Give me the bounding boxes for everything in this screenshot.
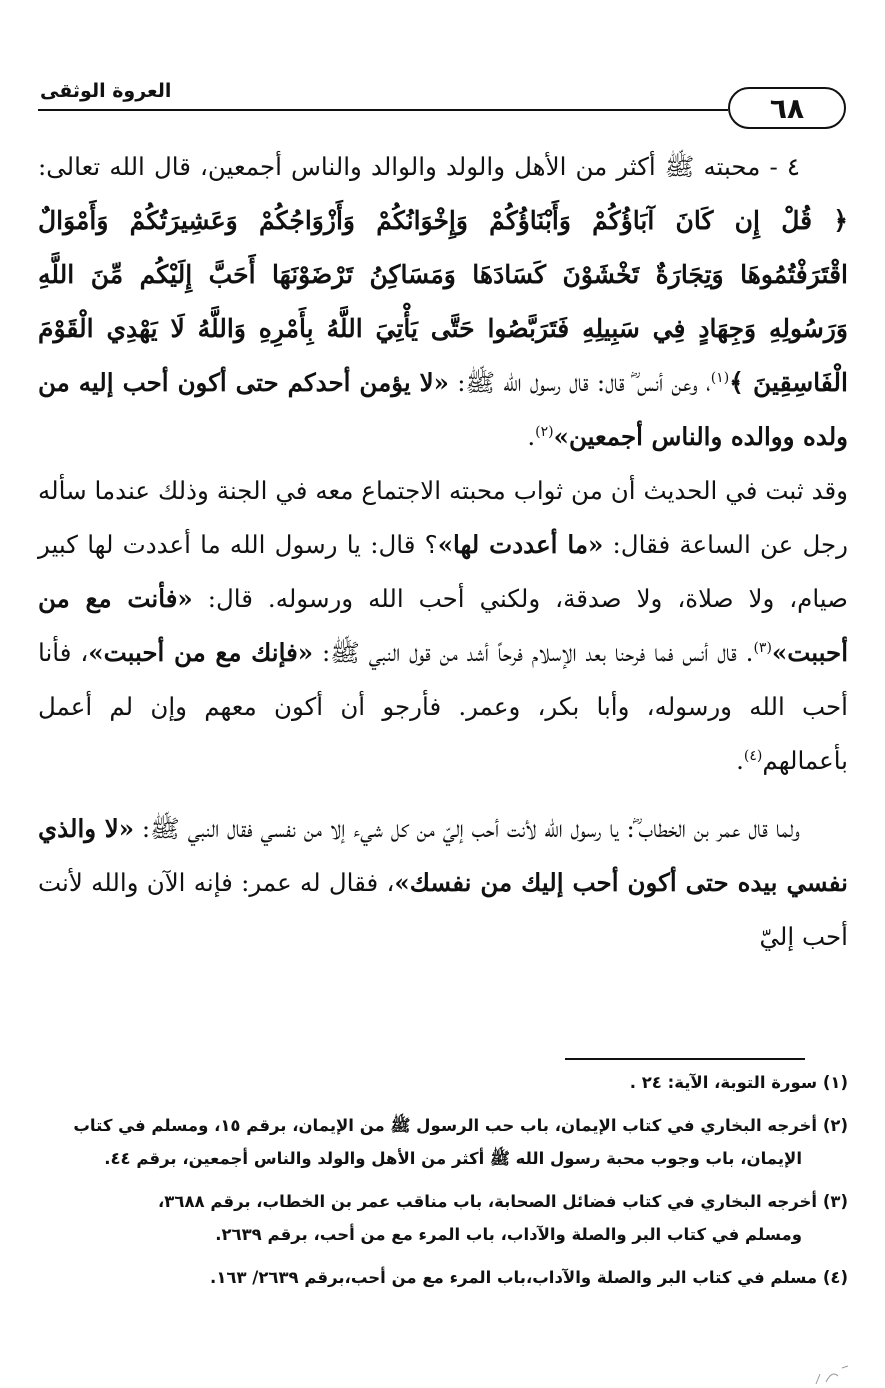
footnote-2 <box>38 1109 848 1175</box>
hadith-quote-2: «ما أعددت لها» <box>437 530 604 559</box>
footnote-3 <box>38 1185 848 1251</box>
footnote-2-line-1: (٢) أخرجه البخاري في كتاب الإيمان، باب حب الرسول ﷺ من الإيمان، برقم ١٥، ومسلم في كتاب <box>73 1116 848 1135</box>
footnote-1: (١) سورة التوبة، الآية: ٢٤ . <box>629 1073 848 1092</box>
pen-mark <box>812 1360 852 1386</box>
footnote-ref-3: (٣) <box>753 639 772 656</box>
paragraph-2 <box>38 464 848 788</box>
p2-text-3: . قال أنس فما فرحنا بعد الإسلام فرحاً أشد من قول النبي ﷺ: <box>313 638 754 667</box>
running-title: العروة الوثقى <box>40 80 172 102</box>
footnote-ref-4: (٤) <box>743 747 763 764</box>
quran-verse: ﴿ قُلْ إِن كَانَ آبَاؤُكُمْ وَأَبْنَاؤُكُمْ وَإِخْوَانُكُمْ وَأَزْوَاجُكُمْ وَعَشِيرَتُكُمْ وَأَمْوَالٌ اقْتَرَفْتُمُوهَا وَتِجَارَةٌ تَخْشَوْنَ كَسَادَهَا وَمَسَاكِنُ تَرْضَوْنَهَا أَحَبَّ إِلَيْكُم مِّنَ اللَّهِ وَرَسُولِهِ وَجِهَادٍ فِي سَبِيلِهِ فَتَرَبَّصُوا حَتَّى يَأْتِيَ اللَّهُ بِأَمْرِهِ وَاللَّهُ لَا يَهْدِي الْقَوْمَ الْفَاسِقِينَ ﴾ <box>38 206 848 397</box>
p2-text-4: ، فأنا أحب الله ورسوله، وأبا بكر، وعمر. فأرجو أن أكون معهم وإن لم أعمل بأعمالهم <box>38 638 848 775</box>
footnotes <box>38 1066 848 1304</box>
main-text <box>38 140 848 964</box>
footnote-ref-2: (٢) <box>535 423 554 440</box>
footnote-3-line-2: ومسلم في كتاب البر والصلة والآداب، باب المرء مع من أحب، برقم ٢٦٣٩. <box>215 1225 802 1244</box>
footnote-ref-1: (١) <box>710 369 730 386</box>
page-header <box>38 72 848 132</box>
footnote-2-line-2: الإيمان، باب وجوب محبة رسول الله ﷺ أكثر من الأهل والولد والناس أجمعين، برقم ٤٤. <box>104 1149 802 1168</box>
page-number-badge: ٦٨ <box>728 87 846 129</box>
footnote-3-line-1: (٣) أخرجه البخاري في كتاب فضائل الصحابة، باب مناقب عمر بن الخطاب، برقم ٣٦٨٨، <box>158 1192 848 1211</box>
p3-text-1: ولما قال عمر بن الخطاب ؓ: يا رسول الله لأنت أحب إليّ من كل شيء إلا من نفسي فقال النبي ﷺ: <box>134 814 800 843</box>
hadith-quote-5: «لا والذي نفسي بيده حتى أكون أحب إليك من نفسك» <box>38 814 848 897</box>
header-rule <box>38 109 728 111</box>
p2-end: . <box>736 746 744 775</box>
p1-mid: ، وعن أنس ؓ قال: قال رسول الله ﷺ: <box>448 368 711 397</box>
paragraph-3 <box>38 802 848 964</box>
p1-end: . <box>527 422 536 451</box>
footnote-separator <box>565 1058 805 1060</box>
hadith-quote-3: «فأنت مع من أحببت» <box>38 584 849 667</box>
hadith-quote-4: «فإنك مع من أحببت» <box>88 638 314 667</box>
p1-intro: ٤ - محبته ﷺ أكثر من الأهل والولد والوالد والناس أجمعين، قال الله تعالى: <box>38 152 800 181</box>
paragraph-1 <box>38 140 848 464</box>
p3-text-2: ، فقال له عمر: فإنه الآن والله لأنت أحب إليّ <box>38 868 848 951</box>
footnote-4: (٤) مسلم في كتاب البر والصلة والآداب،باب المرء مع من أحب،برقم ٢٦٣٩/ ١٦٣. <box>210 1268 848 1287</box>
p2-text-2: ؟ قال: يا رسول الله ما أعددت لها كبير صيام، ولا صلاة، ولا صدقة، ولكني أحب الله ورسوله. قال: <box>38 530 848 613</box>
p2-text-1: وقد ثبت في الحديث أن من ثواب محبته الاجتماع معه في الجنة وذلك عندما سأله رجل عن الساعة فقال: <box>38 476 848 559</box>
hadith-quote-1: «لا يؤمن أحدكم حتى أكون أحب إليه من ولده ووالده والناس أجمعين» <box>38 368 848 451</box>
